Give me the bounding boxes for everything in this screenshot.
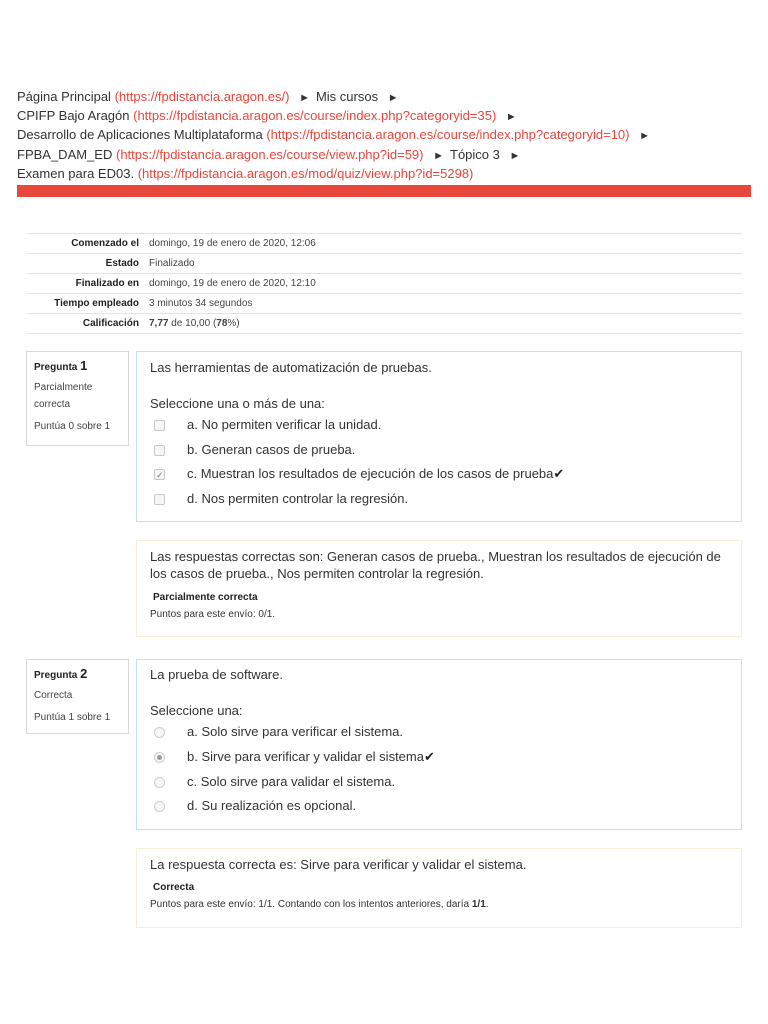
breadcrumb-topic[interactable]: Tópico 3: [450, 146, 500, 162]
radio-icon[interactable]: [154, 777, 165, 788]
breadcrumb-arrow-icon: ►: [505, 111, 517, 124]
question-prompt: Seleccione una:: [150, 703, 243, 718]
summary-value: 3 minutos 34 segundos: [149, 294, 742, 314]
grade-of: de 10,00 (: [168, 318, 217, 329]
breadcrumb-cycle-link[interactable]: (https://fpdistancia.aragon.es/course/index.php?categoryid=10): [266, 127, 630, 143]
radio-icon[interactable]: [154, 801, 165, 812]
answer-option-d[interactable]: [154, 490, 409, 508]
breadcrumb-line-5: [17, 165, 656, 182]
correct-answer-text: La respuesta correcta es: Sirve para verificar y validar el sistema.: [150, 857, 527, 872]
breadcrumb-category-link[interactable]: (https://fpdistancia.aragon.es/course/index.php?categoryid=35): [133, 108, 497, 124]
question-1-info: [26, 351, 129, 446]
attempt-summary-table: [27, 233, 742, 334]
checkbox-checked-icon[interactable]: [154, 469, 165, 480]
header-bar: [17, 185, 751, 197]
correct-answers-text: Las respuestas correctas son: Generan casos de prueba., Muestran los resultados de ejecución de los casos de prueba., Nos permiten controlar la regresión.: [150, 549, 721, 581]
answer-option-label: c. Muestran los resultados de ejecución de los casos de prueba: [187, 466, 554, 481]
question-prompt: Seleccione una o más de una:: [150, 396, 325, 411]
feedback-points-text: Puntos para este envío: 1/1. Contando con los intentos anteriores, daría: [150, 899, 472, 910]
answer-option-text: d. Su realización es opcional.: [187, 798, 357, 813]
breadcrumb-my-courses[interactable]: Mis cursos: [315, 89, 379, 104]
answer-option-text: a. Solo sirve para verificar el sistema.: [187, 724, 404, 739]
summary-row: [27, 314, 742, 334]
radio-selected-icon[interactable]: [154, 752, 165, 763]
answer-option-text: [187, 748, 435, 766]
feedback-status: Parcialmente correcta: [153, 592, 258, 603]
checkbox-icon[interactable]: [154, 445, 165, 456]
summary-value: Finalizado: [149, 254, 742, 274]
question-number: [34, 666, 128, 681]
grade-percent-suffix: %): [227, 318, 240, 329]
grade-percent: 78: [216, 318, 228, 329]
answer-option-c[interactable]: [154, 773, 396, 791]
grade-score: 7,77: [149, 318, 169, 329]
question-2-feedback: [136, 848, 742, 928]
question-1-feedback: [136, 540, 742, 637]
answer-option-text: c. Solo sirve para validar el sistema.: [187, 774, 396, 789]
breadcrumb-arrow-icon: ►: [433, 149, 445, 162]
question-label: Pregunta: [34, 670, 78, 681]
breadcrumb-category[interactable]: CPIFP Bajo Aragón: [17, 108, 130, 124]
summary-label: Calificación: [27, 314, 149, 334]
feedback-status: Correcta: [153, 882, 195, 893]
question-2-content: [136, 659, 742, 830]
feedback-points: [150, 899, 489, 910]
summary-row: [27, 234, 742, 254]
feedback-points: Puntos para este envío: 0/1.: [150, 609, 276, 620]
feedback-points-end: .: [485, 899, 489, 910]
correct-check-icon: ✔: [553, 466, 565, 481]
answer-option-text: d. Nos permiten controlar la regresión.: [187, 491, 409, 506]
answer-option-text: a. No permiten verificar la unidad.: [187, 417, 382, 432]
breadcrumb-line-3: [17, 126, 656, 145]
summary-grade-value: [149, 314, 742, 334]
question-state: Correcta: [34, 690, 73, 701]
breadcrumb-course-link[interactable]: (https://fpdistancia.aragon.es/course/view.php?id=59): [116, 146, 424, 162]
question-grade: Puntúa 0 sobre 1: [34, 421, 111, 432]
breadcrumb-arrow-icon: ►: [299, 92, 310, 104]
summary-value: domingo, 19 de enero de 2020, 12:10: [149, 274, 742, 294]
answer-option-a[interactable]: [154, 723, 404, 741]
breadcrumb-home-link[interactable]: (https://fpdistancia.aragon.es/): [114, 89, 290, 104]
question-label: Pregunta: [34, 362, 78, 373]
question-grade: Puntúa 1 sobre 1: [34, 712, 111, 723]
summary-row: [27, 254, 742, 274]
question-number-value: 1: [80, 358, 88, 373]
answer-option-b[interactable]: [154, 441, 356, 459]
summary-label: Finalizado en: [27, 274, 149, 294]
breadcrumb-cycle[interactable]: Desarrollo de Aplicaciones Multiplataforma: [17, 127, 263, 143]
correct-check-icon: ✔: [423, 749, 435, 764]
summary-row: [27, 294, 742, 314]
question-text: La prueba de software.: [150, 667, 283, 682]
checkbox-icon[interactable]: [154, 420, 165, 431]
summary-value: domingo, 19 de enero de 2020, 12:06: [149, 234, 742, 254]
answer-option-text: b. Generan casos de prueba.: [187, 442, 356, 457]
breadcrumb-quiz[interactable]: Examen para ED03.: [17, 165, 135, 181]
breadcrumb-arrow-icon: ►: [387, 92, 399, 104]
breadcrumb-home[interactable]: Página Principal: [17, 89, 111, 104]
breadcrumb-arrow-icon: ►: [509, 149, 521, 162]
breadcrumb-course[interactable]: FPBA_DAM_ED: [17, 146, 113, 162]
summary-label: Estado: [27, 254, 149, 274]
summary-label: Tiempo empleado: [27, 294, 149, 314]
question-1-content: [136, 351, 742, 522]
question-number-value: 2: [80, 666, 88, 681]
breadcrumb-line-1: [17, 88, 656, 107]
radio-icon[interactable]: [154, 727, 165, 738]
answer-option-c[interactable]: [154, 465, 565, 483]
checkbox-icon[interactable]: [154, 494, 165, 505]
breadcrumb-line-2: [17, 107, 656, 126]
summary-label: Comenzado el: [27, 234, 149, 254]
question-text: Las herramientas de automatización de pruebas.: [150, 360, 432, 375]
answer-option-d[interactable]: [154, 797, 357, 815]
summary-row: [27, 274, 742, 294]
breadcrumb-quiz-link[interactable]: (https://fpdistancia.aragon.es/mod/quiz/view.php?id=5298): [137, 165, 474, 181]
breadcrumb-arrow-icon: ►: [639, 130, 650, 143]
question-number: [34, 358, 128, 373]
question-2-info: [26, 659, 129, 734]
breadcrumb-line-4: [17, 146, 656, 165]
answer-option-b[interactable]: [154, 748, 435, 766]
breadcrumb: [17, 88, 656, 182]
answer-option-label: b. Sirve para verificar y validar el sistema: [187, 749, 424, 764]
feedback-points-total: 1/1: [471, 899, 486, 910]
question-state: Parcialmente correcta: [34, 382, 93, 410]
answer-option-a[interactable]: [154, 416, 382, 434]
answer-option-text: [187, 465, 564, 483]
